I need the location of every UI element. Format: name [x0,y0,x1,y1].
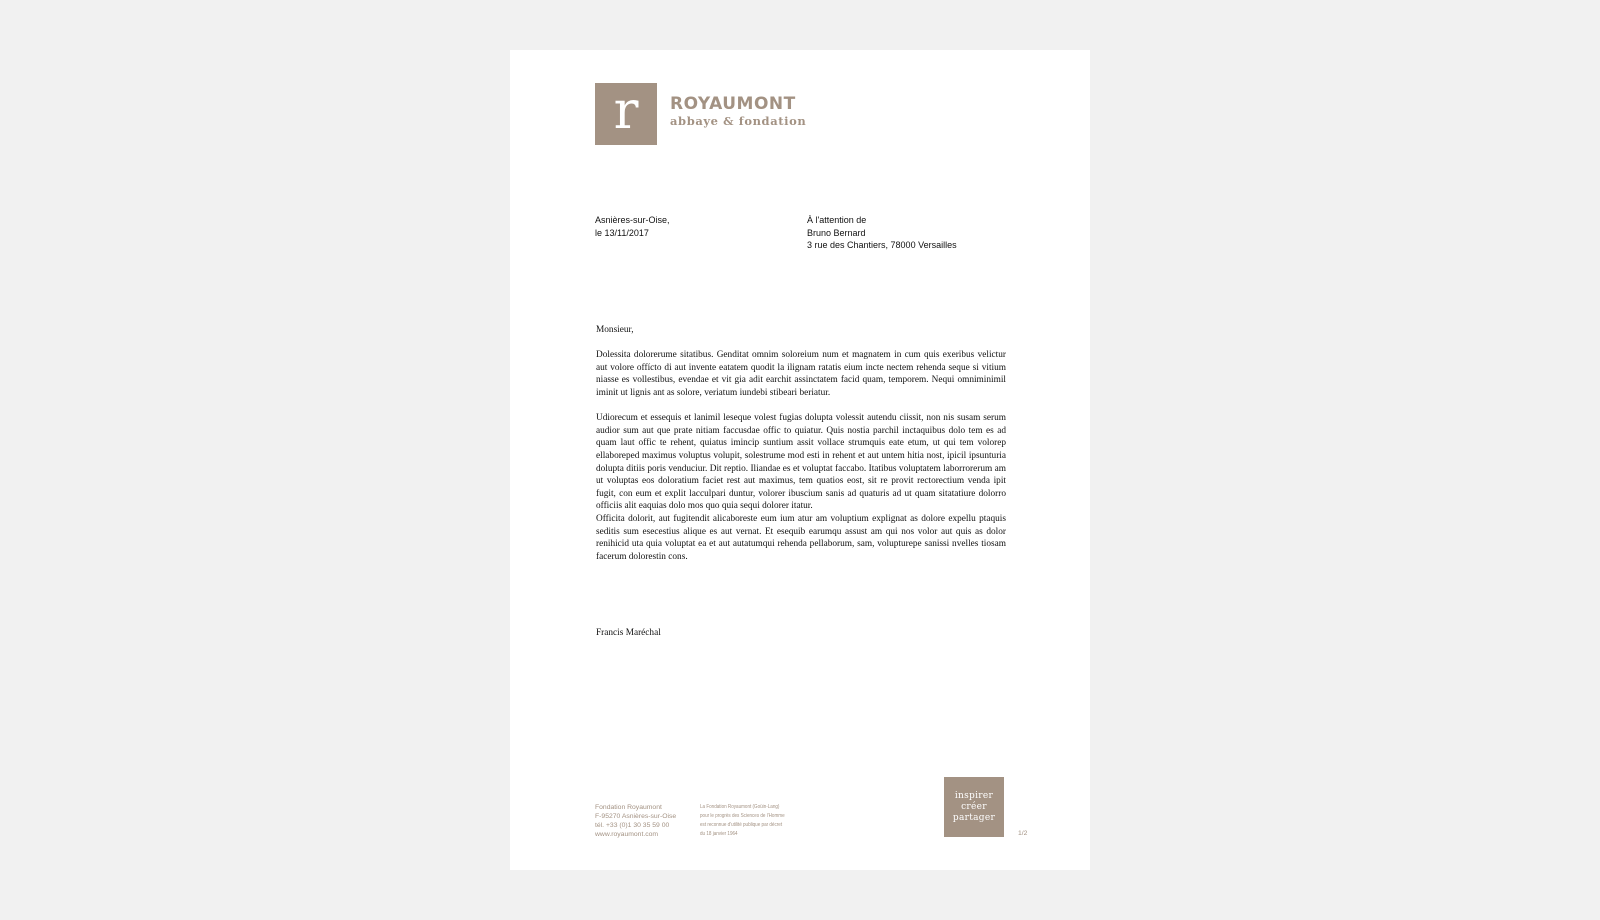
brand-tagline: abbaye & fondation [670,114,807,128]
footer-note-line: est reconnue d'utilité publique par décret [700,822,783,828]
motto-word: partager [952,812,996,823]
place: Asnières-sur-Oise, [595,215,670,225]
recipient-block [807,214,957,252]
recipient-intro: À l'attention de [807,215,867,225]
footer-line: F-95270 Asnières-sur-Oise [595,813,677,820]
footer-legal-note [700,803,785,839]
motto-word: inspirer [954,790,994,801]
place-date-block [595,214,670,239]
logo-letter: r [613,81,639,141]
royaumont-logo-mark [595,83,657,145]
letter-page [510,50,1090,870]
signature: Francis Maréchal [596,628,661,638]
recipient-name: Bruno Bernard [807,227,866,238]
recipient-address: 3 rue des Chantiers, 78000 Versailles [807,240,957,250]
footer-line: Fondation Royaumont [595,804,662,811]
letter-paragraph: Dolessita dolorerume sitatibus. Genditat omnim soloreium num et magnatem in cum quis exeribus velictur aut volore offícto di aut invente eatatem quodit la ilignam ratatis eium incte nectem rehenda seque si vitium niasse es vollestibus, evendae et vit gia adit earchit assinctatem facid quam, temporem. Nequi omniminimil iminit ut lignis ant as solore, veriatum iundebi stibeari beriatur. [596,350,1006,398]
footer-note-line: pour le progrès des Sciences de l'Homme [700,813,785,819]
brand-wordmark [670,95,806,129]
greeting: Monsieur, [596,325,634,335]
footer-website: www.royaumont.com [595,831,659,838]
footer-address [595,803,676,839]
letter-body [596,324,1006,563]
page-number: 1/2 [1018,830,1028,837]
date: le 13/11/2017 [595,227,649,238]
motto-stamp [944,777,1004,837]
letter-paragraph: Officita dolorit, aut fugitendit alicaboreste eum ium atur am voluptium explignat as dolore expellu ptaquis seditis sum esecestius alique es aut vernat. Et esequib earumqu assust am qui nos volor aut quis as dolor renihicid uta quia voluptat ea et aut autatumqui rehenda pellaborum, sam, volupturepe sanissi nvelles tiosam facerum dolorestin cons. [596,513,1006,562]
letter-paragraph: Udiorecum et essequis et lanimil leseque volest fugias dolupta volessit autendu ciissit, non nis susam serum audior sum aut que prate nitiam faccusdae offic to quiatur. Quis nostia parchil inctaquibus dolo tem es ad quam laut offic te rehent, quiatus imincip suntium assit vollace strumquis eate etum, ut qui tem volorep ellaboreped maximus voluptus volupit, solestrume mod esti in rehent et aut untem hitia nost, ipicil ipsunturia dolupta ditiis poris venduciur. Dit reptio. Iliandae es et voluptat faccabo. Itatibus voluptatem laborrorerum am ut voluptas eos doloratium faciet rest aut maximus, tem quatios eost, sit re provit rectorectium venda ipit fugit, con eum et explit lacculpari duntur, volorer ibuscium sanis ad quaturis ad ut quam sitatatiure dolorro officiis alit eaquias dolo mos quo quia sequi dolorer itatur. [596,413,1006,512]
footer-line: tél. +33 (0)1 30 35 59 00 [595,822,670,829]
footer-note-line: La Fondation Royaumont (Goüin-Lang) [700,804,780,810]
motto-word: créer [961,801,987,812]
footer-note-line: du 18 janvier 1964 [700,831,738,837]
brand-name: ROYAUMONT [670,94,796,114]
